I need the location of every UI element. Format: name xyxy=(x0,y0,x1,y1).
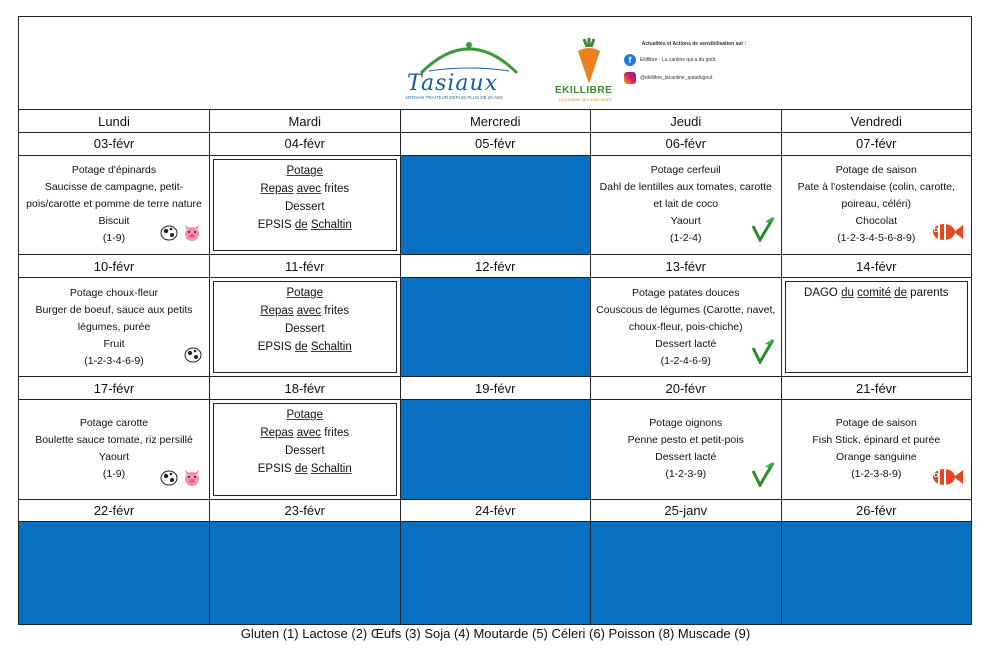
meal-cell xyxy=(591,277,782,376)
diet-icons xyxy=(159,222,203,248)
meal-line: (1-2-3-8-9) xyxy=(851,468,902,481)
meal-line: Potage oignons xyxy=(649,417,723,430)
date-cell: 14-févr xyxy=(781,255,972,278)
date-cell: 18-févr xyxy=(210,377,401,400)
date-cell: 19-févr xyxy=(400,377,591,400)
day-header-4: Vendredi xyxy=(781,110,972,133)
meal-line: EPSIS de Schaltin xyxy=(257,340,352,353)
meal-line: Potage xyxy=(286,286,323,299)
date-cell: 24-févr xyxy=(400,499,591,522)
facebook-icon: f xyxy=(624,54,636,66)
date-cell: 11-févr xyxy=(210,255,401,278)
special-meal-box xyxy=(213,403,397,495)
day-header-3: Jeudi xyxy=(591,110,782,133)
meal-cell xyxy=(781,400,972,499)
pig-icon xyxy=(181,224,203,248)
cow-icon xyxy=(183,344,203,370)
meal-line: Repas avec frites xyxy=(260,304,350,317)
meal-line: Dessert xyxy=(284,445,325,458)
date-cell: 05-févr xyxy=(400,133,591,156)
meal-line: Boulette sauce tomate, riz persillé xyxy=(35,434,193,447)
meal-cell xyxy=(19,400,210,499)
date-cell: 13-févr xyxy=(591,255,782,278)
fish-icon xyxy=(929,220,965,248)
day-header-2: Mercredi xyxy=(400,110,591,133)
date-cell: 20-févr xyxy=(591,377,782,400)
meal-cell xyxy=(19,277,210,376)
date-cell: 07-févr xyxy=(781,133,972,156)
header-logos xyxy=(19,17,972,110)
meal-cell xyxy=(210,400,401,499)
date-cell: 25-janv xyxy=(591,499,782,522)
day-header-0: Lundi xyxy=(19,110,210,133)
fish-icon xyxy=(929,465,965,493)
no-meal-cell xyxy=(400,277,591,376)
meal-line: Fruit xyxy=(103,337,125,350)
meal-line: Repas avec frites xyxy=(260,182,350,195)
vegetarian-icon xyxy=(751,338,775,370)
meal-cell xyxy=(591,155,782,254)
meal-line: Potage xyxy=(286,409,323,422)
meal-cell xyxy=(781,277,972,376)
date-cell: 06-févr xyxy=(591,133,782,156)
meal-line: Dessert lacté xyxy=(655,337,717,350)
no-meal-cell xyxy=(400,400,591,499)
special-meal-box xyxy=(213,159,397,251)
meal-line: (1-2-3-4-5-6-8-9) xyxy=(837,232,916,245)
meal-line: Chocolat xyxy=(855,215,897,228)
no-meal-cell xyxy=(400,155,591,254)
menu-table xyxy=(18,16,972,625)
meal-line: Potage carotte xyxy=(79,417,149,430)
meal-line: EPSIS de Schaltin xyxy=(257,218,352,231)
meal-line: Couscous de légumes (Carotte, navet, choux-fleur, pois-chiche) xyxy=(596,303,776,333)
diet-icons xyxy=(183,344,203,370)
meal-line: Yaourt xyxy=(98,451,130,464)
meal-line: Fish Stick, épinard et purée xyxy=(812,434,941,447)
pig-icon xyxy=(181,469,203,493)
meal-line: Burger de boeuf, sauce aux petits légumes, purée xyxy=(35,303,193,333)
meal-line: (1-9) xyxy=(102,468,126,481)
meal-text xyxy=(19,283,209,372)
diet-icons xyxy=(929,220,965,248)
meal-line: Yaourt xyxy=(670,215,701,228)
meal-line: Dessert xyxy=(284,200,325,213)
cow-icon xyxy=(159,222,179,248)
meal-line: Potage xyxy=(286,164,323,177)
diet-icons xyxy=(929,465,965,493)
no-meal-cell xyxy=(19,522,210,625)
meal-line: (1-2-3-4-6-9) xyxy=(84,354,144,367)
meal-line: (1-2-3-9) xyxy=(665,468,707,481)
meal-line: Potage de saison xyxy=(835,164,917,177)
meal-line: Potage de saison xyxy=(835,417,917,430)
meal-cell xyxy=(19,155,210,254)
date-cell: 17-févr xyxy=(19,377,210,400)
instagram-icon xyxy=(624,72,636,84)
date-cell: 10-févr xyxy=(19,255,210,278)
special-meal-box xyxy=(785,281,969,373)
meal-line: (1-2-4-6-9) xyxy=(660,354,711,367)
meal-line: DAGO du comité de parents xyxy=(804,286,949,299)
meal-line: (1-2-4) xyxy=(669,232,702,245)
special-meal-box xyxy=(213,281,397,373)
info-heading: Actualités et Actions de sensibilisation sur : xyxy=(641,40,747,47)
meal-line: Orange sanguine xyxy=(836,451,917,464)
tasiaux-subtitle: ARTISAN TRAITEUR DEPUIS PLUS DE 20 ANS xyxy=(405,94,504,100)
diet-icons xyxy=(751,461,775,493)
ekillibre-subtitle: LA CUISINE QUI A DU GOÛT xyxy=(559,96,613,102)
date-cell: 23-févr xyxy=(210,499,401,522)
date-cell: 03-févr xyxy=(19,133,210,156)
ekillibre-name: EKILLIBRE xyxy=(555,84,613,96)
no-meal-cell xyxy=(591,522,782,625)
meal-line: Potage cerfeuil xyxy=(650,164,721,177)
day-header-1: Mardi xyxy=(210,110,401,133)
date-cell: 21-févr xyxy=(781,377,972,400)
meal-line: Penne pesto et petit-pois xyxy=(627,434,744,447)
meal-line: Dessert xyxy=(284,322,325,335)
meal-line: EPSIS de Schaltin xyxy=(257,463,352,476)
meal-line: Biscuit xyxy=(98,215,130,228)
meal-line: Potage patates douces xyxy=(632,286,740,299)
meal-cell xyxy=(210,277,401,376)
meal-line: Repas avec frites xyxy=(260,427,350,440)
date-cell: 22-févr xyxy=(19,499,210,522)
vegetarian-icon xyxy=(751,461,775,493)
meal-line: Saucisse de campagne, petit-pois/carotte et pomme de terre nature xyxy=(26,181,202,211)
allergen-legend: Gluten (1) Lactose (2) Œufs (3) Soja (4) Moutarde (5) Céleri (6) Poisson (8) Muscade (9) xyxy=(240,626,751,641)
meal-cell xyxy=(781,155,972,254)
cow-icon xyxy=(159,467,179,493)
meal-line: Dessert lacté xyxy=(655,451,717,464)
no-meal-cell xyxy=(400,522,591,625)
meal-line: Pate à l'ostendaise (colin, carotte, poireau, céléri) xyxy=(797,181,955,211)
meal-line: Potage choux-fleur xyxy=(69,286,159,299)
no-meal-cell xyxy=(210,522,401,625)
no-meal-cell xyxy=(781,522,972,625)
facebook-text: Ekillibre - La cantine qui a du goût xyxy=(640,56,716,63)
meal-cell xyxy=(591,400,782,499)
social-info xyxy=(624,41,764,90)
meal-line: Dahl de lentilles aux tomates, carotte et lait de coco xyxy=(599,181,772,211)
diet-icons xyxy=(159,467,203,493)
meal-cell xyxy=(210,155,401,254)
instagram-text: @ekillibre_lacantine_quiadugout xyxy=(640,74,713,81)
date-cell: 12-févr xyxy=(400,255,591,278)
meal-line: (1-9) xyxy=(102,232,126,245)
diet-icons xyxy=(751,338,775,370)
date-cell: 26-févr xyxy=(781,499,972,522)
vegetarian-icon xyxy=(751,216,775,248)
diet-icons xyxy=(751,216,775,248)
meal-line: Potage d'épinards xyxy=(71,164,157,177)
tasiaux-name: Tasiaux xyxy=(407,70,499,96)
date-cell: 04-févr xyxy=(210,133,401,156)
